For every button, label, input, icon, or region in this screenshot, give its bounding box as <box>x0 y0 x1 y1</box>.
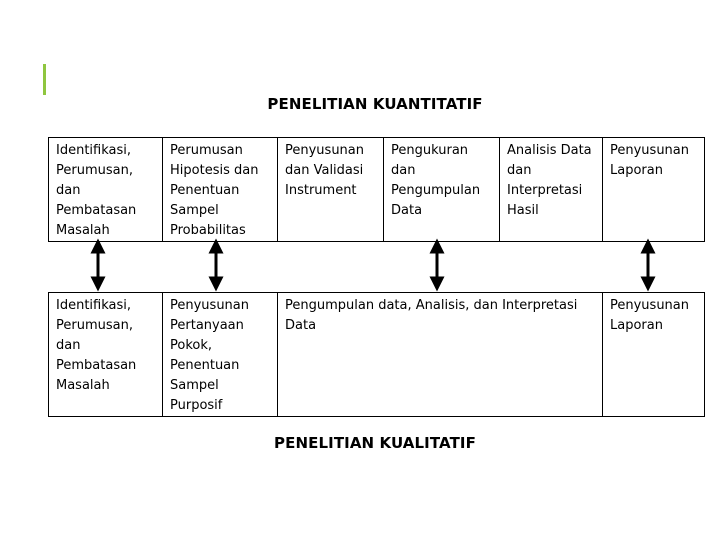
quantitative-step-6: Penyusunan Laporan <box>603 138 705 242</box>
quantitative-step-5: Analisis Data dan Interpretasi Hasil <box>500 138 603 242</box>
quantitative-steps-table <box>48 137 705 242</box>
quantitative-step-2: Perumusan Hipotesis dan Penentuan Sampel Probabilitas <box>163 138 278 242</box>
title-qualitative: PENELITIAN KUALITATIF <box>274 434 476 452</box>
qualitative-step-3: Pengumpulan data, Analisis, dan Interpretasi Data <box>278 293 603 417</box>
accent-bar <box>43 64 46 95</box>
qualitative-step-4: Penyusunan Laporan <box>603 293 705 417</box>
quantitative-step-1: Identifikasi, Perumusan, dan Pembatasan Masalah <box>49 138 163 242</box>
qualitative-steps-table <box>48 292 705 417</box>
qualitative-step-2: Penyusunan Pertanyaan Pokok, Penentuan Sampel Purposif <box>163 293 278 417</box>
quantitative-step-4: Pengukuran dan Pengumpulan Data <box>384 138 500 242</box>
quantitative-step-3: Penyusunan dan Validasi Instrument <box>278 138 384 242</box>
title-quantitative: PENELITIAN KUANTITATIF <box>267 95 483 113</box>
qualitative-step-1: Identifikasi, Perumusan, dan Pembatasan Masalah <box>49 293 163 417</box>
